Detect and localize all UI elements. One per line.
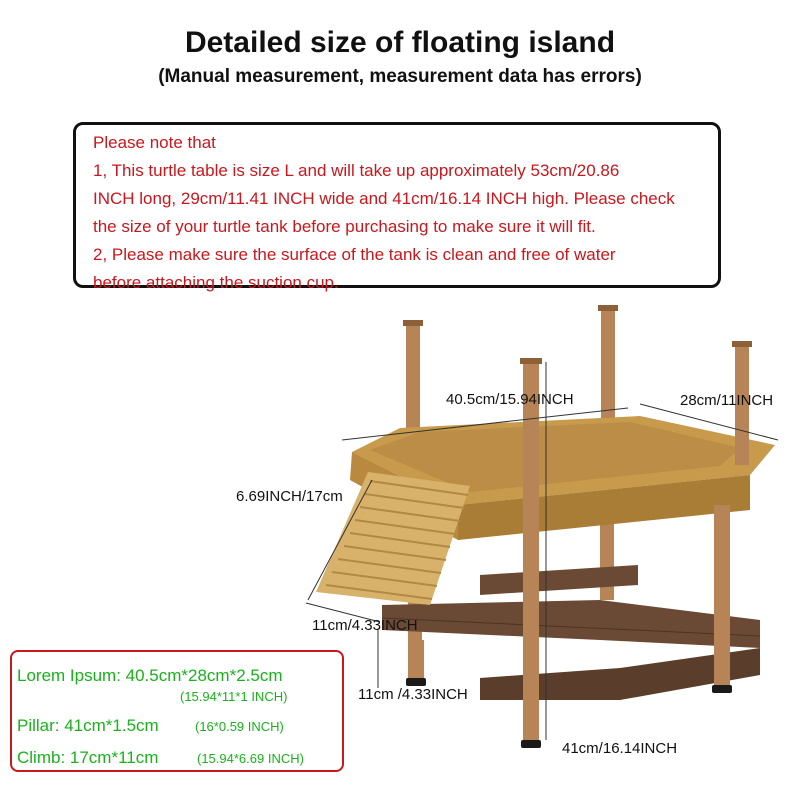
dimension-length: 40.5cm/15.94INCH xyxy=(446,391,574,408)
note-line: the size of your turtle tank before purchasing to make sure it will fit. xyxy=(93,217,596,236)
note-line: 2, Please make sure the surface of the tank is clean and free of water xyxy=(93,245,616,264)
spec-pillar: Pillar: 41cm*1.5cm xyxy=(17,716,159,735)
spec-pillar-inch: (16*0.59 INCH) xyxy=(195,719,284,734)
spec-platform: Lorem Ipsum: 40.5cm*28cm*2.5cm xyxy=(17,666,283,685)
dimension-base-width: 11cm /4.33INCH xyxy=(358,686,468,703)
dimension-climb-length: 6.69INCH/17cm xyxy=(236,488,343,505)
spec-climb-inch: (15.94*6.69 INCH) xyxy=(197,751,304,766)
page-subtitle: (Manual measurement, measurement data has errors) xyxy=(158,66,642,87)
page-title: Detailed size of floating island xyxy=(184,26,616,59)
dimension-climb-width: 11cm/4.33INCH xyxy=(312,617,418,634)
note-line: before attaching the suction cup. xyxy=(93,273,339,292)
base-platform xyxy=(382,565,760,700)
specs-box xyxy=(10,650,344,772)
note-line: 1, This turtle table is size L and will take up approximately 53cm/20.86 xyxy=(93,161,620,180)
dimension-height: 41cm/16.14INCH xyxy=(562,740,678,757)
note-line: INCH long, 29cm/11.41 INCH wide and 41cm/16.14 INCH high. Please check xyxy=(93,189,675,208)
dimension-width: 28cm/11INCH xyxy=(680,392,774,409)
spec-platform-inch: (15.94*11*1 INCH) xyxy=(180,689,288,704)
spec-climb: Climb: 17cm*11cm xyxy=(17,748,159,767)
note-line: Please note that xyxy=(93,133,216,152)
